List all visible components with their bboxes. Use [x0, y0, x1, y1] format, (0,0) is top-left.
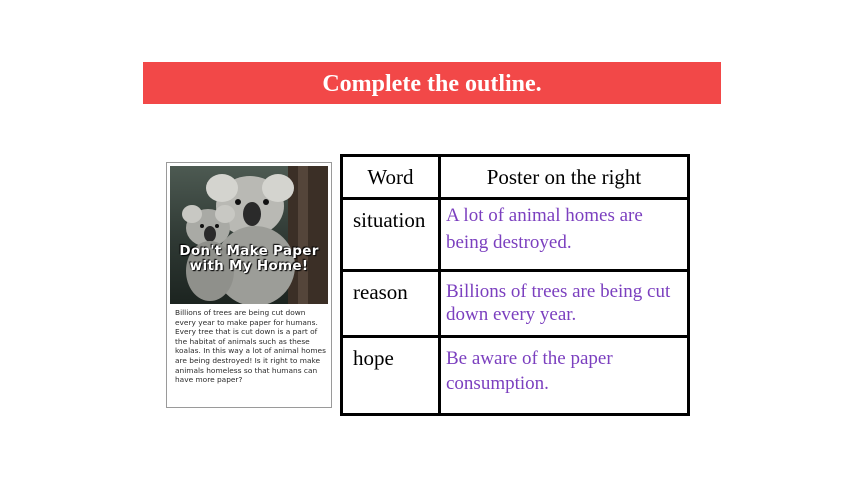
- koala-photo: [170, 166, 328, 304]
- table-row: [342, 271, 689, 337]
- row-word: hope: [342, 337, 440, 415]
- poster-title: Don't Make Paper with My Home!: [179, 243, 319, 274]
- table-row: [342, 199, 689, 271]
- row-answer: Billions of trees are being cut down every year.: [440, 271, 689, 337]
- row-answer: A lot of animal homes are being destroyed.: [440, 199, 689, 271]
- slide-title-banner: Complete the outline.: [143, 62, 721, 104]
- outline-table: [340, 154, 690, 416]
- table-header-row: [342, 156, 689, 199]
- header-poster: Poster on the right: [440, 156, 689, 199]
- table-row: [342, 337, 689, 415]
- poster-body-text: Billions of trees are being cut down every year to make paper for humans. Every tree that is cut down is a part of the habitat of animals such as these koalas. In this way a lot of animal homes are being destroyed! Is it right to make animals homeless so that humans can have more paper?: [175, 308, 326, 385]
- row-answer: Be aware of the paper consumption.: [440, 337, 689, 415]
- row-word: situation: [342, 199, 440, 271]
- header-word: Word: [342, 156, 440, 199]
- row-word: reason: [342, 271, 440, 337]
- koala-poster: [166, 162, 332, 408]
